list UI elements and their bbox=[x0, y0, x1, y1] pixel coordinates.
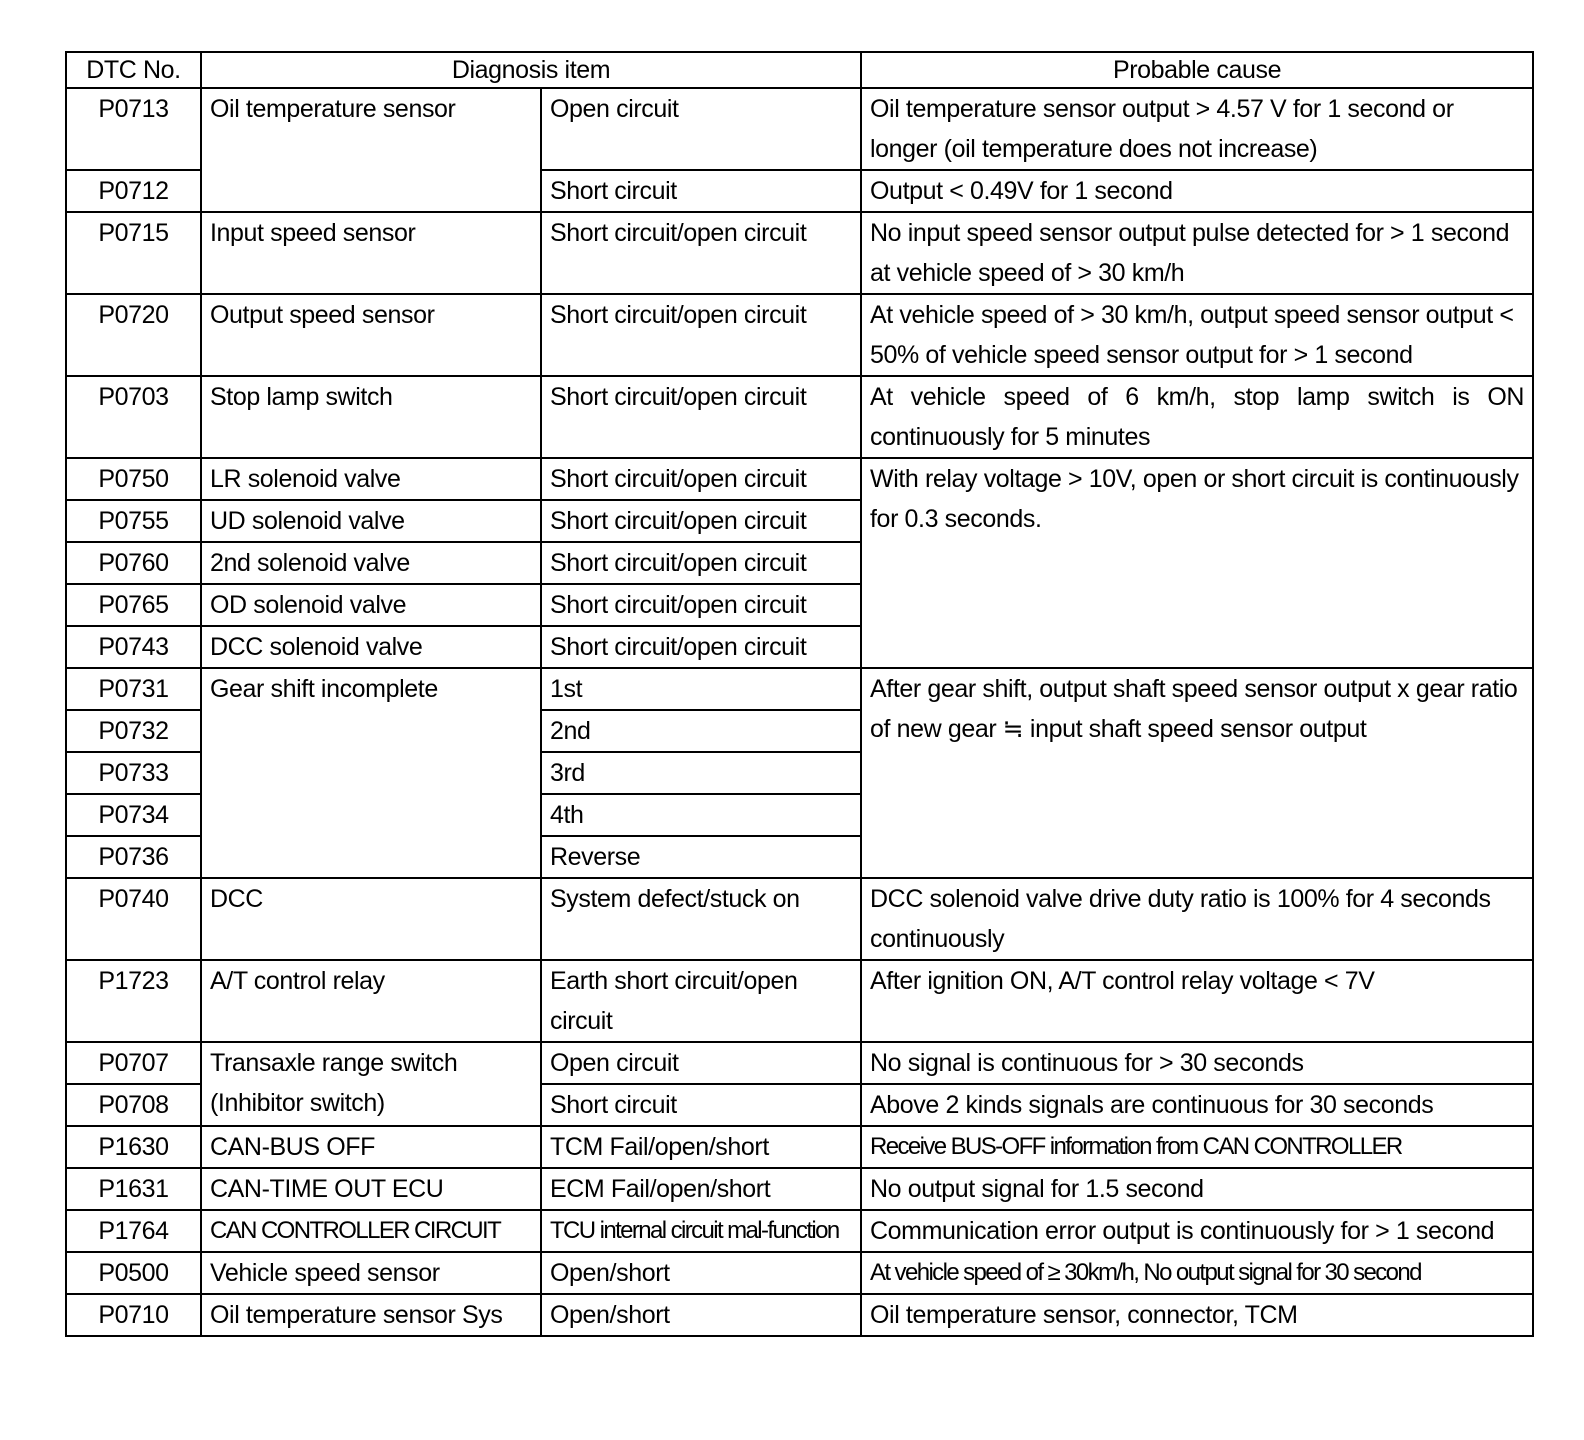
probable-cause: Communication error output is continuously for > 1 second bbox=[861, 1210, 1533, 1252]
probable-cause: No input speed sensor output pulse detected for > 1 second at vehicle speed of > 30 km/h bbox=[861, 212, 1533, 294]
diagnosis-item: Transaxle range switch (Inhibitor switch) bbox=[201, 1042, 541, 1126]
condition: 2nd bbox=[541, 710, 861, 752]
condition: Short circuit/open circuit bbox=[541, 626, 861, 668]
dtc-code: P0707 bbox=[66, 1042, 201, 1084]
table-row bbox=[66, 1252, 1533, 1294]
table-row bbox=[66, 294, 1533, 376]
diagnosis-item: CAN CONTROLLER CIRCUIT bbox=[201, 1210, 541, 1252]
dtc-code: P1630 bbox=[66, 1126, 201, 1168]
condition: 4th bbox=[541, 794, 861, 836]
condition: Open/short bbox=[541, 1252, 861, 1294]
table-row bbox=[66, 668, 1533, 710]
probable-cause: With relay voltage > 10V, open or short circuit is continuously for 0.3 seconds. bbox=[861, 458, 1533, 668]
condition: Short circuit bbox=[541, 1084, 861, 1126]
condition: Short circuit bbox=[541, 170, 861, 212]
dtc-code: P0720 bbox=[66, 294, 201, 376]
dtc-code: P0755 bbox=[66, 500, 201, 542]
condition: Reverse bbox=[541, 836, 861, 878]
diagnosis-item: DCC solenoid valve bbox=[201, 626, 541, 668]
probable-cause: Receive BUS-OFF information from CAN CONTROLLER bbox=[861, 1126, 1533, 1168]
diagnosis-item: LR solenoid valve bbox=[201, 458, 541, 500]
condition: System defect/stuck on bbox=[541, 878, 861, 960]
condition: 1st bbox=[541, 668, 861, 710]
dtc-code: P0733 bbox=[66, 752, 201, 794]
dtc-code: P1764 bbox=[66, 1210, 201, 1252]
diagnosis-item: UD solenoid valve bbox=[201, 500, 541, 542]
condition: Open circuit bbox=[541, 88, 861, 170]
probable-cause: No signal is continuous for > 30 seconds bbox=[861, 1042, 1533, 1084]
probable-cause: DCC solenoid valve drive duty ratio is 100% for 4 seconds continuously bbox=[861, 878, 1533, 960]
condition: TCU internal circuit mal-function bbox=[541, 1210, 861, 1252]
table-row bbox=[66, 1210, 1533, 1252]
condition: Short circuit/open circuit bbox=[541, 458, 861, 500]
dtc-code: P0731 bbox=[66, 668, 201, 710]
dtc-code: P0750 bbox=[66, 458, 201, 500]
dtc-code: P0734 bbox=[66, 794, 201, 836]
probable-cause: Oil temperature sensor, connector, TCM bbox=[861, 1294, 1533, 1336]
dtc-code: P0500 bbox=[66, 1252, 201, 1294]
dtc-code: P0732 bbox=[66, 710, 201, 752]
dtc-code: P0710 bbox=[66, 1294, 201, 1336]
diagnosis-item: Vehicle speed sensor bbox=[201, 1252, 541, 1294]
probable-cause: At vehicle speed of 6 km/h, stop lamp switch is ON continuously for 5 minutes bbox=[861, 376, 1533, 458]
condition: Open/short bbox=[541, 1294, 861, 1336]
probable-cause: At vehicle speed of > 30 km/h, output speed sensor output < 50% of vehicle speed sensor output for > 1 second bbox=[861, 294, 1533, 376]
dtc-code: P0703 bbox=[66, 376, 201, 458]
header-row bbox=[66, 52, 1533, 88]
table-row bbox=[66, 960, 1533, 1042]
diagnosis-item: Input speed sensor bbox=[201, 212, 541, 294]
diagnosis-item: CAN-BUS OFF bbox=[201, 1126, 541, 1168]
header-diagnosis-item: Diagnosis item bbox=[201, 52, 861, 88]
diagnosis-item: Gear shift incomplete bbox=[201, 668, 541, 878]
diagnosis-item: OD solenoid valve bbox=[201, 584, 541, 626]
dtc-code: P0760 bbox=[66, 542, 201, 584]
table-row bbox=[66, 458, 1533, 500]
probable-cause: Oil temperature sensor output > 4.57 V for 1 second or longer (oil temperature does not increase) bbox=[861, 88, 1533, 170]
condition: Short circuit/open circuit bbox=[541, 500, 861, 542]
diagnosis-item: Stop lamp switch bbox=[201, 376, 541, 458]
condition: Short circuit/open circuit bbox=[541, 294, 861, 376]
condition: TCM Fail/open/short bbox=[541, 1126, 861, 1168]
probable-cause: At vehicle speed of ≥ 30km/h, No output signal for 30 second bbox=[861, 1252, 1533, 1294]
header-dtc-no: DTC No. bbox=[66, 52, 201, 88]
dtc-code: P0715 bbox=[66, 212, 201, 294]
header-probable-cause: Probable cause bbox=[861, 52, 1533, 88]
probable-cause: After gear shift, output shaft speed sensor output x gear ratio of new gear ≒ input shaft speed sensor output bbox=[861, 668, 1533, 878]
diagnosis-item: CAN-TIME OUT ECU bbox=[201, 1168, 541, 1210]
diagnosis-item: Output speed sensor bbox=[201, 294, 541, 376]
table-row bbox=[66, 212, 1533, 294]
condition: ECM Fail/open/short bbox=[541, 1168, 861, 1210]
probable-cause: No output signal for 1.5 second bbox=[861, 1168, 1533, 1210]
dtc-code: P0736 bbox=[66, 836, 201, 878]
dtc-code: P0740 bbox=[66, 878, 201, 960]
probable-cause: After ignition ON, A/T control relay voltage < 7V bbox=[861, 960, 1533, 1042]
condition: Short circuit/open circuit bbox=[541, 212, 861, 294]
condition: Open circuit bbox=[541, 1042, 861, 1084]
dtc-code: P0713 bbox=[66, 88, 201, 170]
dtc-code: P0712 bbox=[66, 170, 201, 212]
dtc-code: P1723 bbox=[66, 960, 201, 1042]
table-row bbox=[66, 1168, 1533, 1210]
probable-cause: Output < 0.49V for 1 second bbox=[861, 170, 1533, 212]
condition: Short circuit/open circuit bbox=[541, 584, 861, 626]
condition: Short circuit/open circuit bbox=[541, 376, 861, 458]
dtc-table bbox=[65, 51, 1534, 1337]
dtc-code: P0765 bbox=[66, 584, 201, 626]
table-row bbox=[66, 1294, 1533, 1336]
condition: Short circuit/open circuit bbox=[541, 542, 861, 584]
diagnosis-item: Oil temperature sensor Sys bbox=[201, 1294, 541, 1336]
table-row bbox=[66, 1126, 1533, 1168]
table-row bbox=[66, 88, 1533, 170]
dtc-code: P0708 bbox=[66, 1084, 201, 1126]
diagnosis-item: 2nd solenoid valve bbox=[201, 542, 541, 584]
condition: Earth short circuit/open circuit bbox=[541, 960, 861, 1042]
diagnosis-item: Oil temperature sensor bbox=[201, 88, 541, 212]
dtc-code: P0743 bbox=[66, 626, 201, 668]
table-row bbox=[66, 878, 1533, 960]
diagnosis-item: A/T control relay bbox=[201, 960, 541, 1042]
table-row bbox=[66, 1042, 1533, 1084]
dtc-code: P1631 bbox=[66, 1168, 201, 1210]
diagnosis-item: DCC bbox=[201, 878, 541, 960]
table-row bbox=[66, 376, 1533, 458]
condition: 3rd bbox=[541, 752, 861, 794]
probable-cause: Above 2 kinds signals are continuous for 30 seconds bbox=[861, 1084, 1533, 1126]
